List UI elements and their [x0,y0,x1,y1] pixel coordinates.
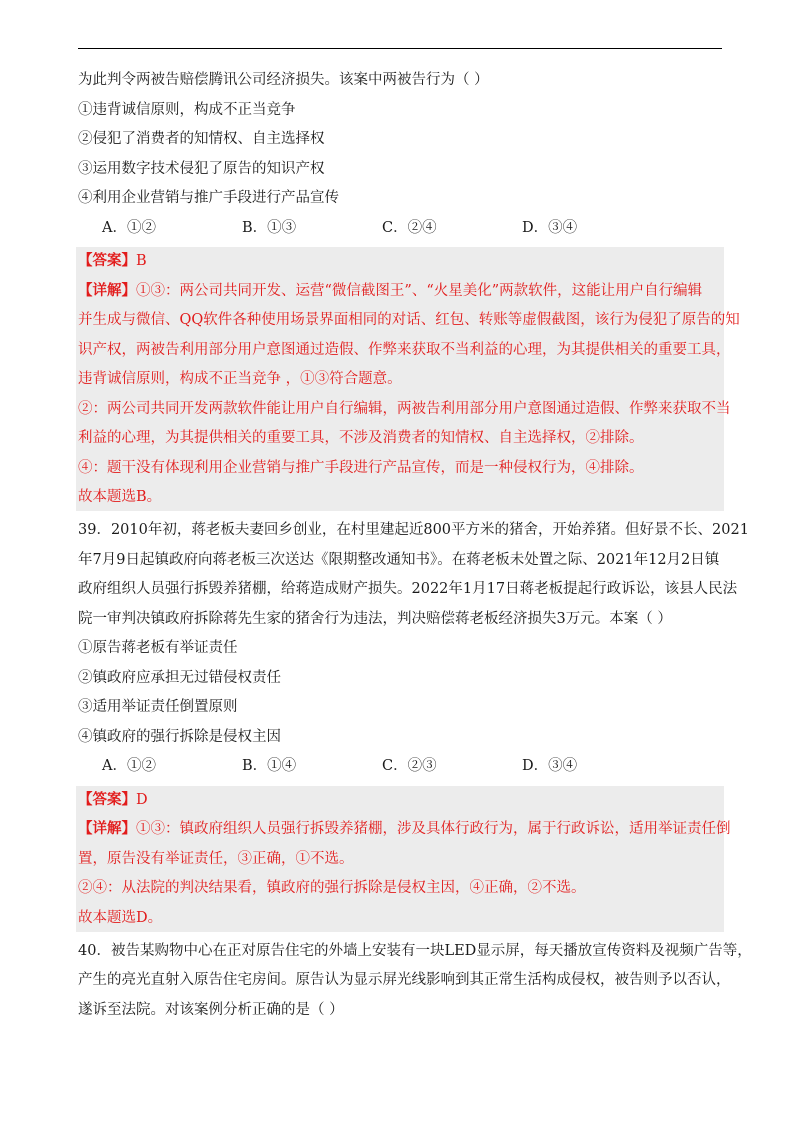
q39-detail-text-1: ①③：镇政府组织人员强行拆毁养猪棚，涉及具体行政行为，属于行政诉讼，适用举证责任倒 [136,821,731,837]
q39-detail-tag: 【详解】 [78,820,136,837]
q38-detail-line-6: 利益的心理，为其提供相关的重要工具，不涉及消费者的知情权、自主选择权，②排除。 [78,430,644,446]
q39-detail-line-4: 故本题选D。 [78,909,163,926]
q39-item-4: ④镇政府的强行拆除是侵权主因 [78,728,281,745]
q38-detail-line-5: ②：两公司共同开发两款软件能让用户自行编辑，两被告利用部分用户意图通过造假、作弊来获取不当 [78,400,731,417]
q38-detail-tag: 【详解】 [78,281,136,299]
q39-stem-line-2: 年7月9日起镇政府向蒋老板三次送达《限期整改通知书》。在蒋老板未处置之际、2021年12月2日镇 [78,551,720,568]
q38-answer-box [76,247,740,511]
q38-detail-line-4: 违背诚信原则，构成不正当竞争 ，①③符合题意。 [78,371,402,387]
q39-answer-box [76,786,731,932]
q38-answer-line [78,251,722,271]
q39-stem-line-4: 院一审判决镇政府拆除蒋先生家的猪舍行为违法，判决赔偿蒋老板经济损失3万元。本案（ ） [78,610,672,627]
q38-options [78,218,722,238]
q40-stem-line-1: 40．被告某购物中心在正对原告住宅的外墙上安装有一块LED显示屏，每天播放宣传资料及视频广告等， [78,942,752,959]
q38-item-3: ③运用数字技术侵犯了原告的知识产权 [78,160,325,177]
q39-answer-value: D [136,791,148,808]
q39-answer-line [78,790,722,810]
q39-option-c: C．②③ [382,758,437,774]
q38-detail-text-1: ①③：两公司共同开发、运营“微信截图王”、“火星美化”两款软件，这能让用户自行编辑 [136,282,703,299]
q39-item-3: ③适用举证责任倒置原则 [78,699,238,715]
q39-option-d: D．③④ [522,758,578,774]
q38-detail-line-1 [78,281,722,301]
q39-stem-line-1: 39．2010年初，蒋老板夫妻回乡创业，在村里建起近800平方米的猪舍，开始养猪。但好景不长、2021 [78,522,749,538]
q38-answer-tag: 【答案】 [78,252,136,269]
q38-answer-value: B [136,253,147,269]
q38-option-b: B．①③ [242,219,297,236]
header-rule [78,48,722,49]
q38-detail-line-3: 识产权，两被告利用部分用户意图通过造假、作弊来获取不当利益的心理，为其提供相关的重要工具， [78,341,731,358]
q39-detail-line-2: 置，原告没有举证责任，③正确，①不选。 [78,850,354,867]
q39-option-a: A．①② [102,758,156,774]
q39-answer-tag: 【答案】 [78,790,136,808]
q38-detail-line-8: 故本题选B。 [78,489,162,505]
q38-stem-end: 为此判令两被告赔偿腾讯公司经济损失。该案中两被告行为（ ） [78,72,489,88]
q38-option-d: D．③④ [522,219,578,236]
q40-stem-line-3: 遂诉至法院。对该案例分析正确的是（ ） [78,1001,344,1018]
q39-option-b: B．①④ [242,758,297,774]
q39-detail-line-3: ②④：从法院的判决结果看，镇政府的强行拆除是侵权主因，④正确，②不选。 [78,880,586,896]
q39-item-2: ②镇政府应承担无过错侵权责任 [78,669,281,686]
q38-option-a: A．①② [102,219,156,236]
q39-stem-line-3: 政府组织人员强行拆毁养猪棚，给蒋造成财产损失。2022年1月17日蒋老板提起行政诉讼，该县人民法 [78,581,738,597]
q39-detail-line-1 [78,819,731,839]
q38-option-c: C．②④ [382,219,437,236]
q38-item-4: ④利用企业营销与推广手段进行产品宣传 [78,190,339,206]
q38-item-2: ②侵犯了消费者的知情权、自主选择权 [78,131,325,147]
q38-item-1: ①违背诚信原则，构成不正当竞争 [78,101,296,118]
q39-options [78,756,722,776]
q38-detail-line-2: 并生成与微信、QQ软件各种使用场景界面相同的对话、红包、转账等虚假截图，该行为侵犯了原告的知 [78,312,740,328]
document-body [78,70,752,1029]
q40-stem-line-2: 产生的亮光直射入原告住宅房间。原告认为显示屏光线影响到其正常生活构成侵权，被告则予以否认， [78,972,731,988]
q39-item-1: ①原告蒋老板有举证责任 [78,640,238,656]
q38-detail-line-7: ④：题干没有体现利用企业营销与推广手段进行产品宣传，而是一种侵权行为，④排除。 [78,459,644,476]
